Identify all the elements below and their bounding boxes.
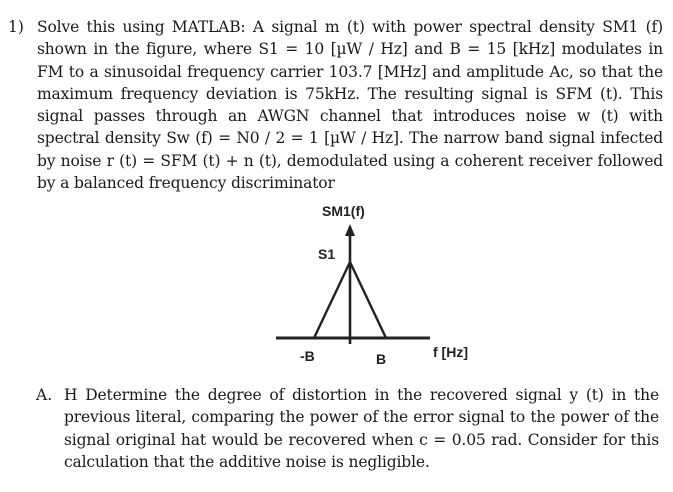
y-axis-label: SM1(f) (322, 203, 365, 219)
y-axis-arrowhead (345, 224, 355, 236)
triangle-right-edge (350, 262, 386, 338)
left-bound-label: -B (300, 348, 315, 364)
peak-label: S1 (318, 246, 336, 262)
x-axis-label: f [Hz] (433, 344, 468, 360)
subpart-a (36, 384, 659, 473)
right-bound-label: B (376, 351, 387, 367)
triangle-left-edge (314, 262, 350, 338)
problem-number: 1) (8, 18, 24, 36)
problem-text: Solve this using MATLAB: A signal m (t) with power spectral density SM1 (f) shown in the figure, where S1 = 10 [µW / Hz] and B = 15 [kHz] modulates in FM to a sinusoidal frequency carrier 103.7 [MHz] and amplitude Ac, so that the maximum frequency deviation is 75kHz. The resulting signal is SFM (t). This signal passes through an AWGN channel that introduces noise w (t) with spectral density Sw (f) = N0 / 2 = 1 [µW / Hz]. The narrow band signal infected by noise r (t) = SFM (t) + n (t), demodulated using a coherent receiver followed by a balanced frequency discriminator (37, 18, 663, 193)
subpart-text: H Determine the degree of distortion in the recovered signal y (t) in the previous literal, comparing the power of the error signal to the power of the signal original hat would be recovered when c = 0.05 rad. Consider for this calculation that the additive noise is negligible. (64, 386, 659, 471)
subpart-letter: A. (36, 386, 53, 404)
